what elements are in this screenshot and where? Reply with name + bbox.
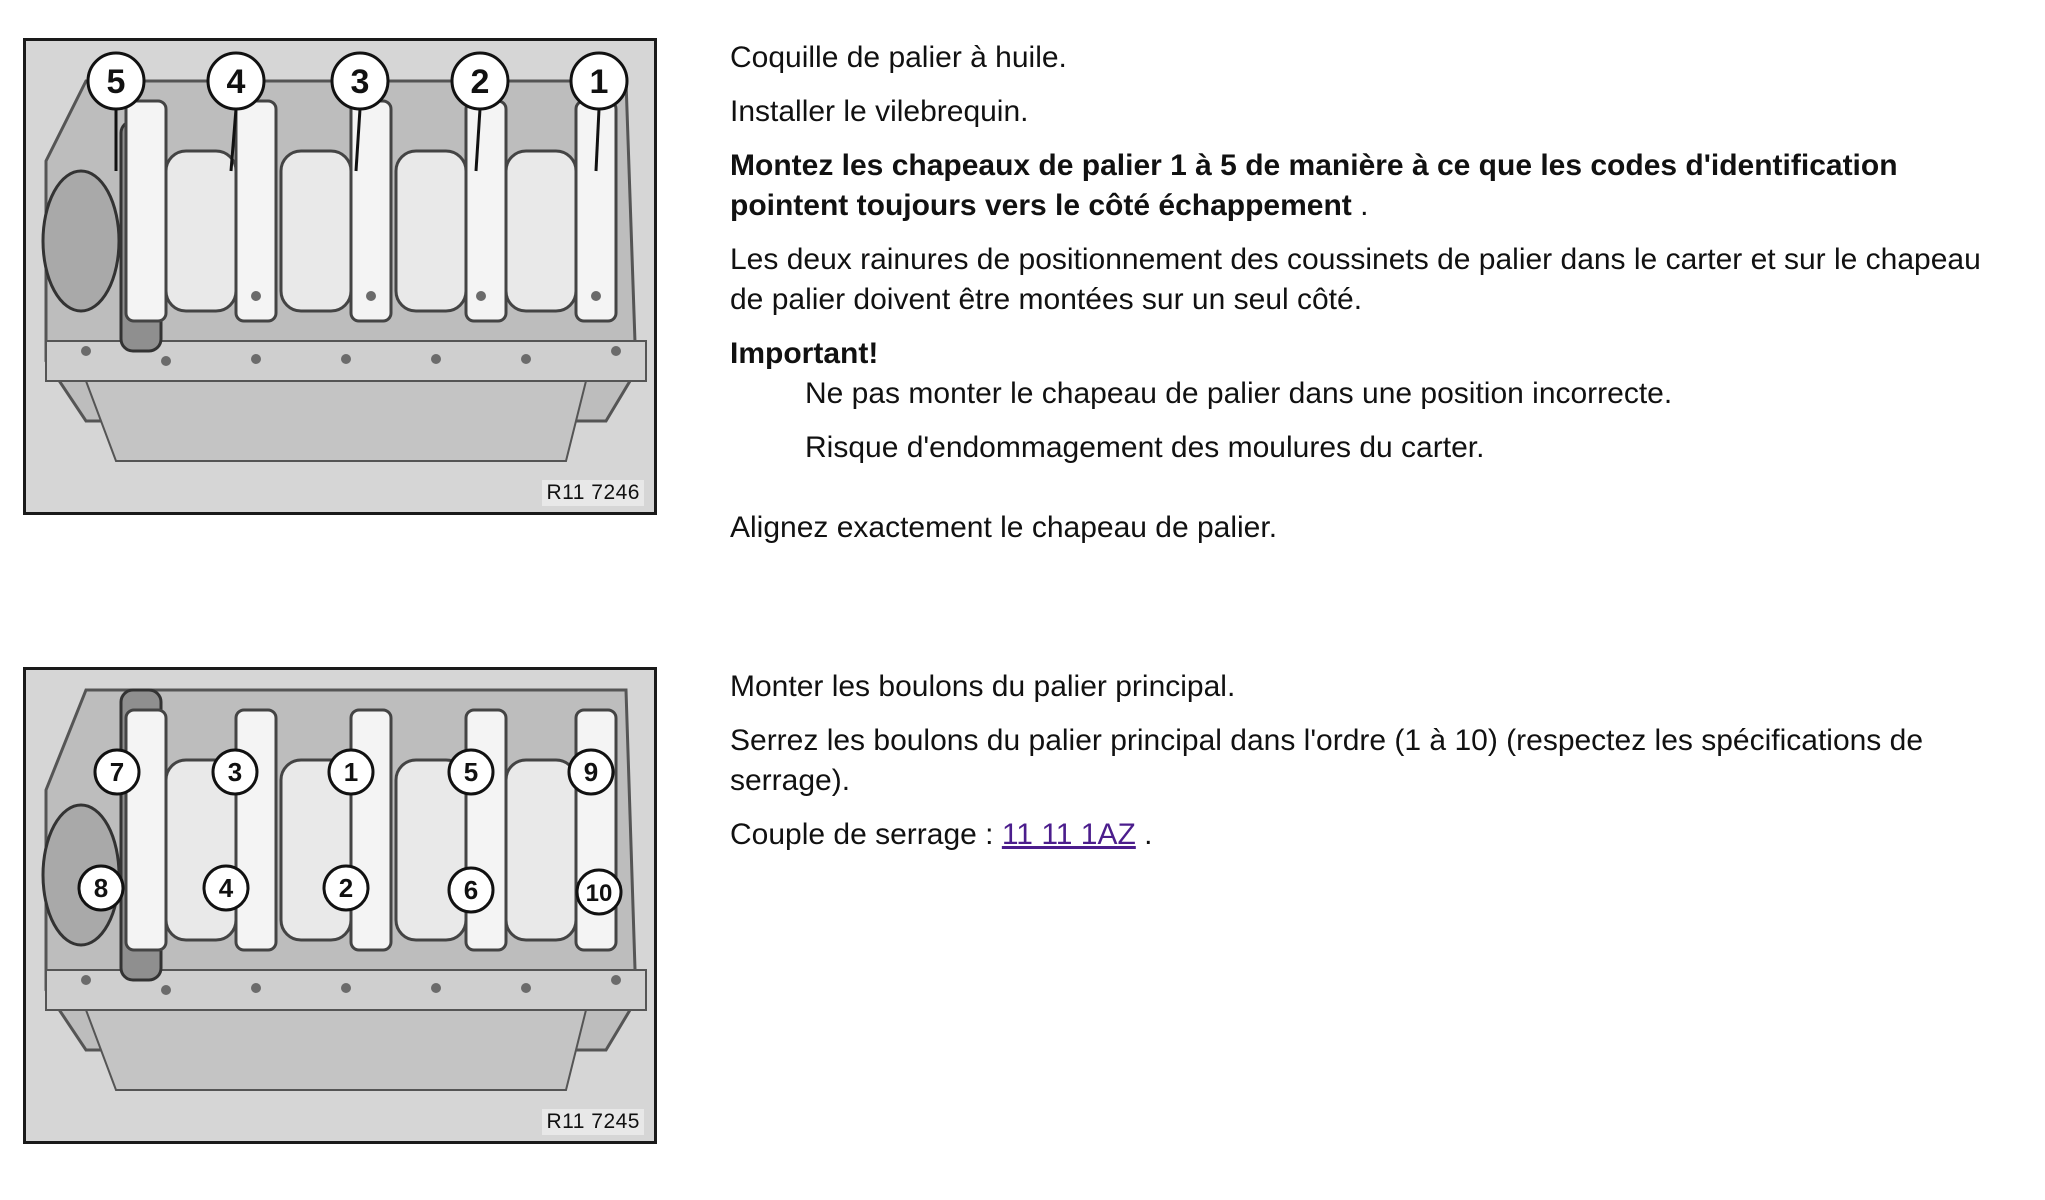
- figure-id-label: R11 7245: [542, 1109, 644, 1135]
- warning-line: Ne pas monter le chapeau de palier dans une position incorrecte.: [805, 377, 1673, 410]
- instruction-line: Installer le vilebrequin.: [730, 95, 1029, 128]
- callout-label: 2: [338, 873, 354, 903]
- callout-label: 7: [109, 757, 125, 787]
- instruction-line: Coquille de palier à huile.: [730, 41, 1067, 74]
- punctuation: .: [1351, 189, 1369, 222]
- callout-label: 4: [218, 873, 234, 903]
- callout-label: 5: [106, 63, 126, 101]
- instruction-line-bold: [730, 146, 2020, 226]
- instruction-line: Serrez les boulons du palier principal dans l'ordre (1 à 10) (respectez les spécifications de serrage).: [730, 724, 1924, 797]
- callout-label: 1: [589, 63, 609, 101]
- callout-label: 8: [93, 873, 109, 903]
- figure-bearing-caps: [23, 38, 657, 515]
- instruction-line: Alignez exactement le chapeau de palier.: [730, 511, 1278, 544]
- engine-block-illustration-2: [26, 670, 654, 1141]
- figure-bolt-order: [23, 667, 657, 1144]
- punctuation: .: [1135, 818, 1153, 851]
- torque-spec-link[interactable]: 11 11 1AZ: [1001, 818, 1136, 851]
- callout-label: 3: [227, 757, 243, 787]
- torque-line: [730, 815, 2020, 855]
- torque-prefix: Couple de serrage :: [730, 818, 1002, 851]
- engine-block-illustration-1: [26, 41, 654, 512]
- callout-label: 10: [585, 880, 613, 907]
- callout-label: 3: [350, 63, 370, 101]
- callout-label: 1: [343, 757, 359, 787]
- figure-id-label: R11 7246: [542, 480, 644, 506]
- warning-line: Risque d'endommagement des moulures du carter.: [805, 431, 1485, 464]
- bold-instruction: Montez les chapeaux de palier 1 à 5 de manière à ce que les codes d'identification pointent toujours vers le côté échappement: [730, 149, 1898, 222]
- callout-label: 2: [470, 63, 490, 101]
- callout-label: 4: [226, 63, 246, 101]
- instruction-line: Monter les boulons du palier principal.: [730, 670, 1236, 703]
- important-heading: Important!: [730, 337, 879, 370]
- callout-label: 6: [463, 875, 479, 905]
- instructions-section-2: [730, 667, 2020, 869]
- instructions-section-1: [730, 38, 2020, 562]
- callout-label: 9: [583, 757, 599, 787]
- instruction-line: Les deux rainures de positionnement des coussinets de palier dans le carter et sur le chapeau de palier doivent être montées sur un seul côté.: [730, 243, 1981, 316]
- callout-label: 5: [463, 757, 479, 787]
